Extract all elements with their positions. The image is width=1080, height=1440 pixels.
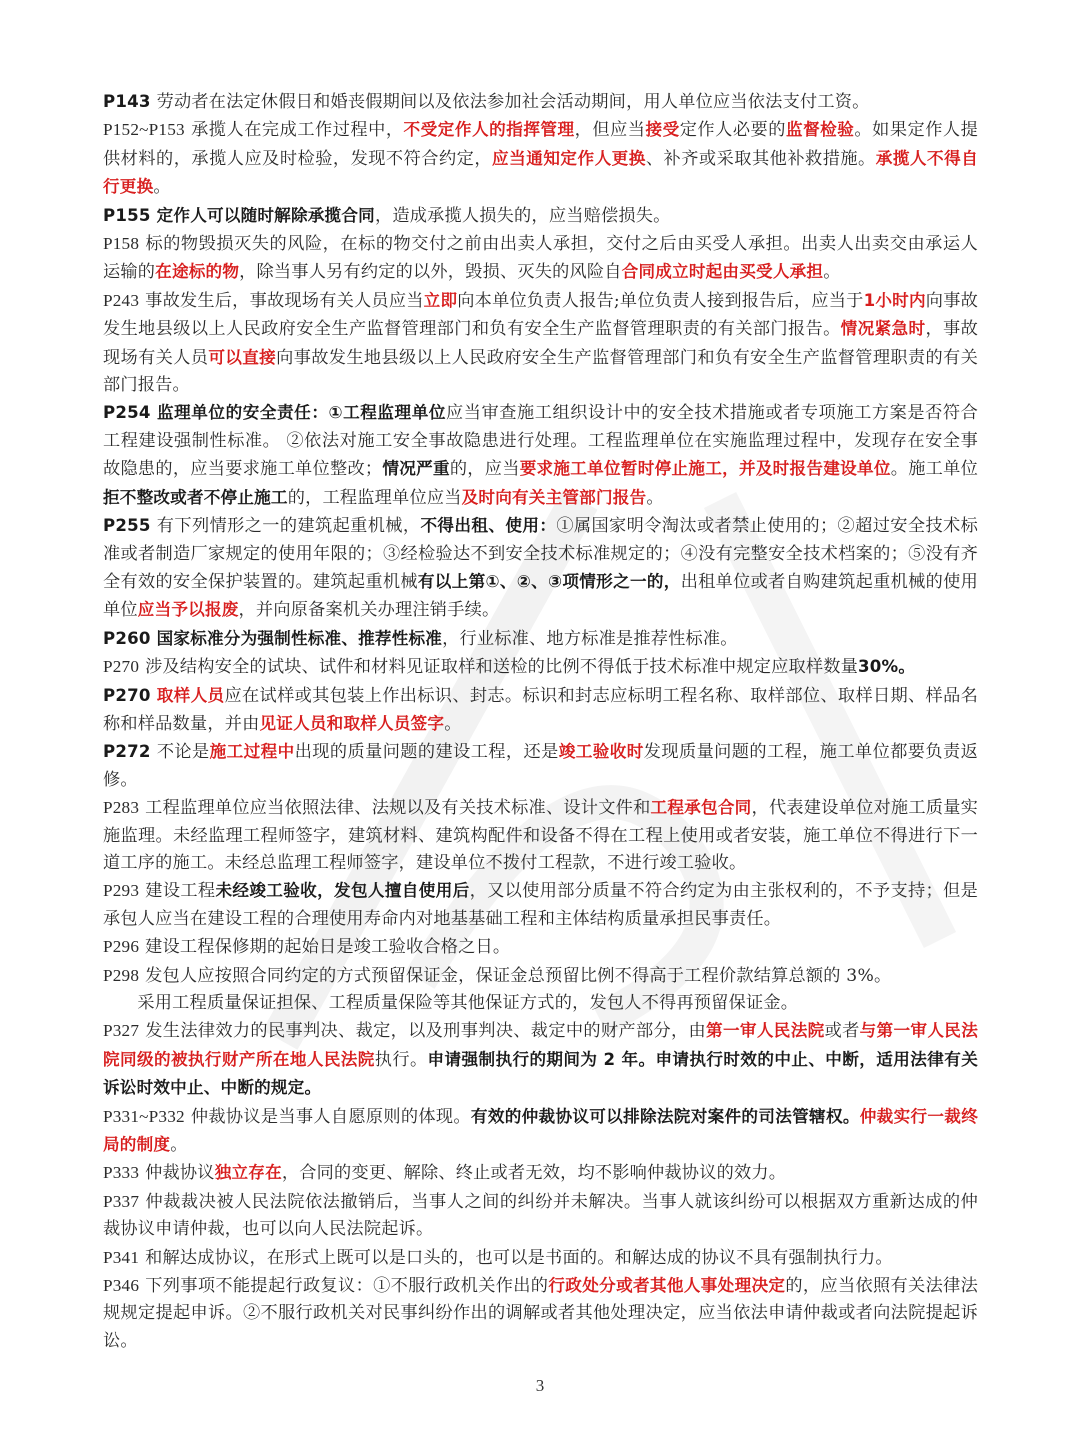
body-text: 劳动者在法定休假日和婚丧假期间以及依法参加社会活动期间，用人单位应当依法支付工资。 [156, 92, 870, 112]
highlighted-text: 可以直接 [208, 347, 277, 367]
highlighted-text: 取样人员 [156, 685, 225, 705]
body-text: ，造成承揽人损失的，应当赔偿损失。 [374, 205, 671, 226]
highlighted-text: 及时向有关主管部门报告 [461, 487, 647, 507]
highlighted-text: 监督检验 [785, 120, 855, 140]
page-reference-code: P298 [103, 965, 140, 985]
bold-text: 未经竣工验收，发包人擅自使用后 [215, 881, 470, 901]
body-text: 发包人应按照合同约定的方式预留保证金，保证金总预留比例不得高于工程价款结算总额的 3%。 [145, 965, 892, 986]
body-text: 应当审查施工组织设计中的安全技术措施或者专项施工方案是否符合工程建设强制性标准。 ②依法对施工安全事故隐患进行处理。工程监理单位在实施监理过程中，发现存在安全事故隐患的，应当要求施工单位整改； [103, 403, 978, 480]
body-text: 承揽人在完成工作过程中， [190, 120, 404, 141]
body-text: ，代表建设单位对施工质量实施监理。未经监理工程师签字，建筑材料、建筑构配件和设备不得在工程上使用或者安装，施工单位不得进行下一道工序的施工。未经总监理工程师签字，建设单位不拨付工程款，不进行竣工验收。 [103, 798, 979, 873]
body-text: 的，工程监理单位应当 [287, 487, 462, 508]
page-reference-code: P270 [103, 685, 151, 705]
body-text: 或者 [824, 1021, 860, 1042]
body-text: 不论是 [156, 742, 210, 763]
body-text: 向事故发生地县级以上人民政府安全生产监督管理部门和负有安全生产监督管理职责的有关部门报告。 [103, 290, 978, 340]
highlighted-text: 与第一审人民法院同级的被执行财产所在地人民法院 [103, 1021, 978, 1069]
body-text: ①属国家明令淘汰或者禁止使用的；②超过安全技术标准或者制造厂家规定的使用年限的；③经检验达不到安全技术标准规定的；④没有完整安全技术档案的；⑤没有齐全有效的安全保护装置的。建筑起重机械 [103, 516, 978, 592]
clause-paragraph [103, 1103, 978, 1160]
body-text: 应在试样或其包装上作出标识、封志。标识和封志应标明工程名称、取样部位、取样日期、样品名称和样品数量，并由 [103, 685, 978, 734]
page-reference-code: P143 [103, 92, 151, 111]
page-reference-code: P337 [103, 1191, 140, 1211]
clause-paragraph [103, 399, 978, 512]
clause-paragraph [103, 88, 978, 116]
page-reference-code: P158 [103, 234, 140, 254]
page-reference-code: P341 [103, 1247, 140, 1267]
body-text: 向本单位负责人报告;单位负责人接到报告后，应当于 [457, 290, 864, 311]
bold-text: 有以上第①、②、③项情形之一的， [417, 571, 681, 591]
body-text: ，行业标准、地方标准是推荐性标准。 [442, 628, 738, 649]
bold-text: 不得出租、使用： [420, 516, 557, 536]
highlighted-text: 立即 [423, 290, 458, 310]
clause-paragraph [103, 287, 978, 400]
body-text: 。如果定作人提供材料的，承揽人应及时检验，发现不符合约定， [103, 120, 979, 169]
clause-paragraph [103, 877, 978, 933]
clause-paragraph [103, 1188, 978, 1244]
body-text: 向事故发生地县级以上人民政府安全生产监督管理部门和负有安全生产监督管理职责的有关部门报告。 [103, 347, 978, 396]
body-text: ，但应当 [574, 120, 646, 141]
body-text: 建设工程 [145, 881, 216, 902]
body-text: 出租单位或者自购建筑起重机械的使用单位 [103, 571, 978, 621]
highlighted-text: 工程承包合同 [650, 798, 752, 818]
body-text: 。 [153, 177, 171, 198]
highlighted-text: 仲裁实行一裁终局的制度 [103, 1106, 978, 1155]
clause-paragraph [103, 116, 978, 201]
body-text: 采用工程质量保证担保、工程质量保险等其他保证方式的，发包人不得再预留保证金。 [137, 993, 799, 1013]
page-reference-code: P283 [103, 798, 140, 818]
clause-paragraph [103, 1159, 978, 1187]
highlighted-text: 情况紧急时 [840, 319, 926, 339]
highlighted-text: 见证人员和取样人员签字 [259, 713, 445, 733]
highlighted-text: 行政处分或者其他人事处理决定 [548, 1276, 786, 1296]
clause-paragraph [103, 1272, 978, 1355]
body-text: 。 [170, 1135, 188, 1156]
body-text: 。 [646, 487, 664, 508]
body-text: 。施工单位 [890, 459, 978, 480]
page-reference-code: P155 [103, 205, 151, 225]
bold-text: 拒不整改或者不停止施工 [103, 487, 288, 507]
page-reference-code: P296 [103, 937, 140, 957]
highlighted-text: 竣工验收时 [558, 742, 644, 762]
body-text: 、补齐或采取其他补救措施。 [645, 148, 876, 169]
clause-paragraph [103, 653, 978, 681]
page-reference-code: P331~P332 [103, 1106, 185, 1126]
body-text: 定作人必要的 [679, 120, 786, 141]
page-reference-code: P327 [103, 1021, 140, 1041]
clause-paragraph [103, 1017, 978, 1102]
page-reference-code: P243 [103, 290, 140, 310]
highlighted-text: 应当通知定作人更换 [492, 148, 646, 168]
body-text: ，事故现场有关人员 [103, 319, 978, 368]
body-text: ，除当事人另有约定的以外，毁损、灭失的风险自 [239, 262, 622, 283]
highlighted-text: 接受 [645, 120, 680, 140]
body-text: ，合同的变更、解除、终止或者无效，均不影响仲裁协议的效力。 [281, 1163, 787, 1184]
clause-paragraph [103, 230, 978, 287]
highlighted-text: 在途标的物 [155, 262, 240, 282]
highlighted-text: 承揽人不得自行更换 [103, 148, 978, 197]
body-text: 有下列情形之一的建筑起重机械， [156, 516, 421, 537]
body-text: 事故发生后，事故现场有关人员应当 [145, 290, 424, 311]
body-text: 标的物毁损灭失的风险，在标的物交付之前由出卖人承担，交付之后由买受人承担。出卖人出卖交由承运人运输的 [103, 234, 978, 283]
clause-paragraph [103, 202, 978, 230]
highlighted-text: 第一审人民法院 [706, 1021, 825, 1041]
clause-paragraph [103, 990, 978, 1017]
bold-text: 申请强制执行的期间为 2 年。申请执行时效的中止、中断，适用法律有关诉讼时效中止、中断的规定。 [103, 1049, 978, 1098]
body-text: 。 [823, 262, 841, 283]
body-text: 涉及结构安全的试块、试件和材料见证取样和送检的比例不得低于技术标准中规定应取样数量 [145, 657, 859, 678]
clause-paragraph [103, 625, 978, 653]
highlighted-text: 要求施工单位暂时停止施工，并及时报告建设单位 [519, 459, 891, 479]
body-text: 的，应当依照有关法律法规规定提起申诉。②不服行政机关对民事纠纷作出的调解或者其他处理决定，应当依法申请仲裁或者向法院提起诉讼。 [103, 1276, 979, 1351]
page-reference-code: P270 [103, 657, 140, 677]
body-text: 的，应当 [449, 459, 520, 480]
page-reference-code: P293 [103, 881, 140, 901]
page-reference-code: P254 [103, 403, 151, 423]
body-text: 工程监理单位应当依照法律、法规以及有关技术标准、设计文件和 [145, 798, 651, 819]
page-reference-code: P272 [103, 742, 151, 762]
clause-paragraph [103, 962, 978, 990]
body-text: 执行。 [374, 1049, 428, 1070]
clause-paragraph [103, 682, 978, 739]
body-text: 仲裁协议是当事人自愿原则的体现。 [190, 1106, 471, 1127]
highlighted-text: 不受定作人的指挥管理 [403, 120, 575, 140]
body-text: 出现的质量问题的建设工程，还是 [294, 742, 559, 763]
clause-paragraph [103, 794, 978, 877]
document-page [103, 88, 978, 1355]
page-reference-code: P333 [103, 1163, 140, 1183]
page-reference-code: P260 [103, 628, 151, 648]
highlighted-text: 应当予以报废 [137, 600, 239, 620]
bold-text: 情况严重 [382, 459, 450, 479]
body-text: ，又以使用部分质量不符合约定为由主张权利的，不予支持；但是承包人应当在建设工程的合理使用寿命内对地基基础工程和主体结构质量承担民事责任。 [103, 881, 978, 929]
bold-text: 国家标准分为强制性标准、推荐性标准 [156, 628, 443, 648]
body-text: 发现质量问题的工程，施工单位都要负责返修。 [103, 742, 978, 790]
page-reference-code: P346 [103, 1276, 140, 1296]
body-text: 仲裁协议 [145, 1163, 215, 1184]
bold-text: 有效的仲裁协议可以排除法院对案件的司法管辖权。 [470, 1106, 860, 1126]
highlighted-text: 合同成立时起由买受人承担 [621, 262, 824, 282]
body-text: 建设工程保修期的起始日是竣工验收合格之日。 [145, 937, 511, 958]
clause-paragraph [103, 738, 978, 794]
body-text: 。 [444, 713, 462, 734]
highlighted-text: 施工过程中 [209, 742, 295, 762]
clause-paragraph [103, 933, 978, 961]
body-text: ，并向原备案机关办理注销手续。 [238, 600, 500, 621]
body-text: 发生法律效力的民事判决、裁定，以及刑事判决、裁定中的财产部分，由 [145, 1021, 707, 1042]
page-number: 3 [535, 1376, 545, 1395]
body-text: 和解达成协议，在形式上既可以是口头的，也可以是书面的。和解达成的协议不具有强制执行力。 [145, 1247, 893, 1268]
body-text: 下列事项不能提起行政复议：①不服行政机关作出的 [145, 1276, 549, 1297]
body-text: 仲裁裁决被人民法院依法撤销后，当事人之间的纠纷并未解决。当事人就该纠纷可以根据双方重新达成的仲裁协议申请仲裁，也可以向人民法院起诉。 [103, 1191, 978, 1240]
page-reference-code: P152~P153 [103, 120, 185, 140]
page-reference-code: P255 [103, 516, 151, 536]
clause-paragraph [103, 1244, 978, 1272]
highlighted-text: 1小时内 [863, 290, 926, 310]
clause-paragraph [103, 512, 978, 625]
highlighted-text: 独立存在 [214, 1163, 282, 1183]
bold-text: 30%。 [858, 657, 916, 677]
bold-text: 定作人可以随时解除承揽合同 [156, 205, 375, 225]
bold-text: 监理单位的安全责任：①工程监理单位 [156, 403, 446, 423]
